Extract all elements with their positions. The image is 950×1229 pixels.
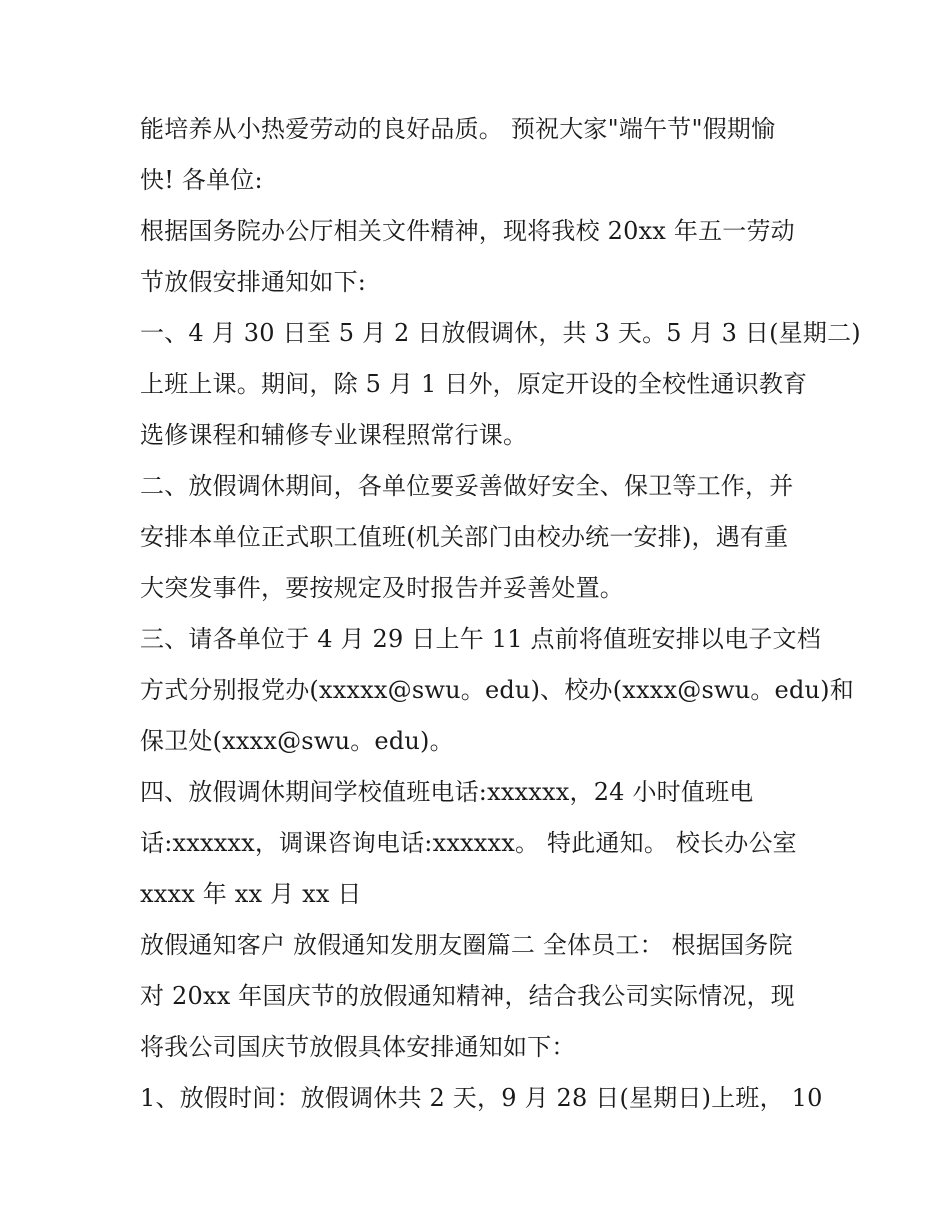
text-line: 大突发事件，要按规定及时报告并妥善处置。 <box>140 574 624 602</box>
text-line: 放假通知客户 放假通知发朋友圈篇二 全体员工： 根据国务院 <box>140 931 793 959</box>
text-line: 安排本单位正式职工值班(机关部门由校办统一安排)，遇有重 <box>140 523 789 551</box>
text-line: 二、放假调休期间，各单位要妥善做好安全、保卫等工作，并 <box>140 472 794 500</box>
text-line: 选修课程和辅修专业课程照常行课。 <box>140 421 528 449</box>
text-line: 四、放假调休期间学校值班电话:xxxxxx，24 小时值班电 <box>140 778 754 806</box>
text-line: 节放假安排通知如下: <box>140 268 367 296</box>
text-line: 1、放假时间：放假调休共 2 天，9 月 28 日(星期日)上班， 10 <box>140 1084 823 1112</box>
text-line: 三、请各单位于 4 月 29 日上午 11 点前将值班安排以电子文档 <box>140 625 821 653</box>
text-line: 一、4 月 30 日至 5 月 2 日放假调休，共 3 天。5 月 3 日(星期二) <box>140 319 861 347</box>
text-line: 保卫处(xxxx@swu。edu)。 <box>140 727 454 755</box>
text-line: 话:xxxxxx，调课咨询电话:xxxxxx。 特此通知。 校长办公室 <box>140 829 797 857</box>
document-body <box>140 104 861 1124</box>
text-line: 上班上课。期间，除 5 月 1 日外，原定开设的全校性通识教育 <box>140 370 808 398</box>
text-line: 将我公司国庆节放假具体安排通知如下： <box>140 1033 576 1061</box>
text-line: 能培养从小热爱劳动的良好品质。 预祝大家"端午节"假期愉 <box>140 115 776 143</box>
text-line: 对 20xx 年国庆节的放假通知精神，结合我公司实际情况，现 <box>140 982 795 1010</box>
text-line: 根据国务院办公厅相关文件精神，现将我校 20xx 年五一劳动 <box>140 217 795 245</box>
text-line: 快! 各单位: <box>140 166 263 194</box>
text-line: xxxx 年 xx 月 xx 日 <box>140 880 362 908</box>
text-line: 方式分别报党办(xxxxx@swu。edu)、校办(xxxx@swu。edu)和 <box>140 676 854 704</box>
